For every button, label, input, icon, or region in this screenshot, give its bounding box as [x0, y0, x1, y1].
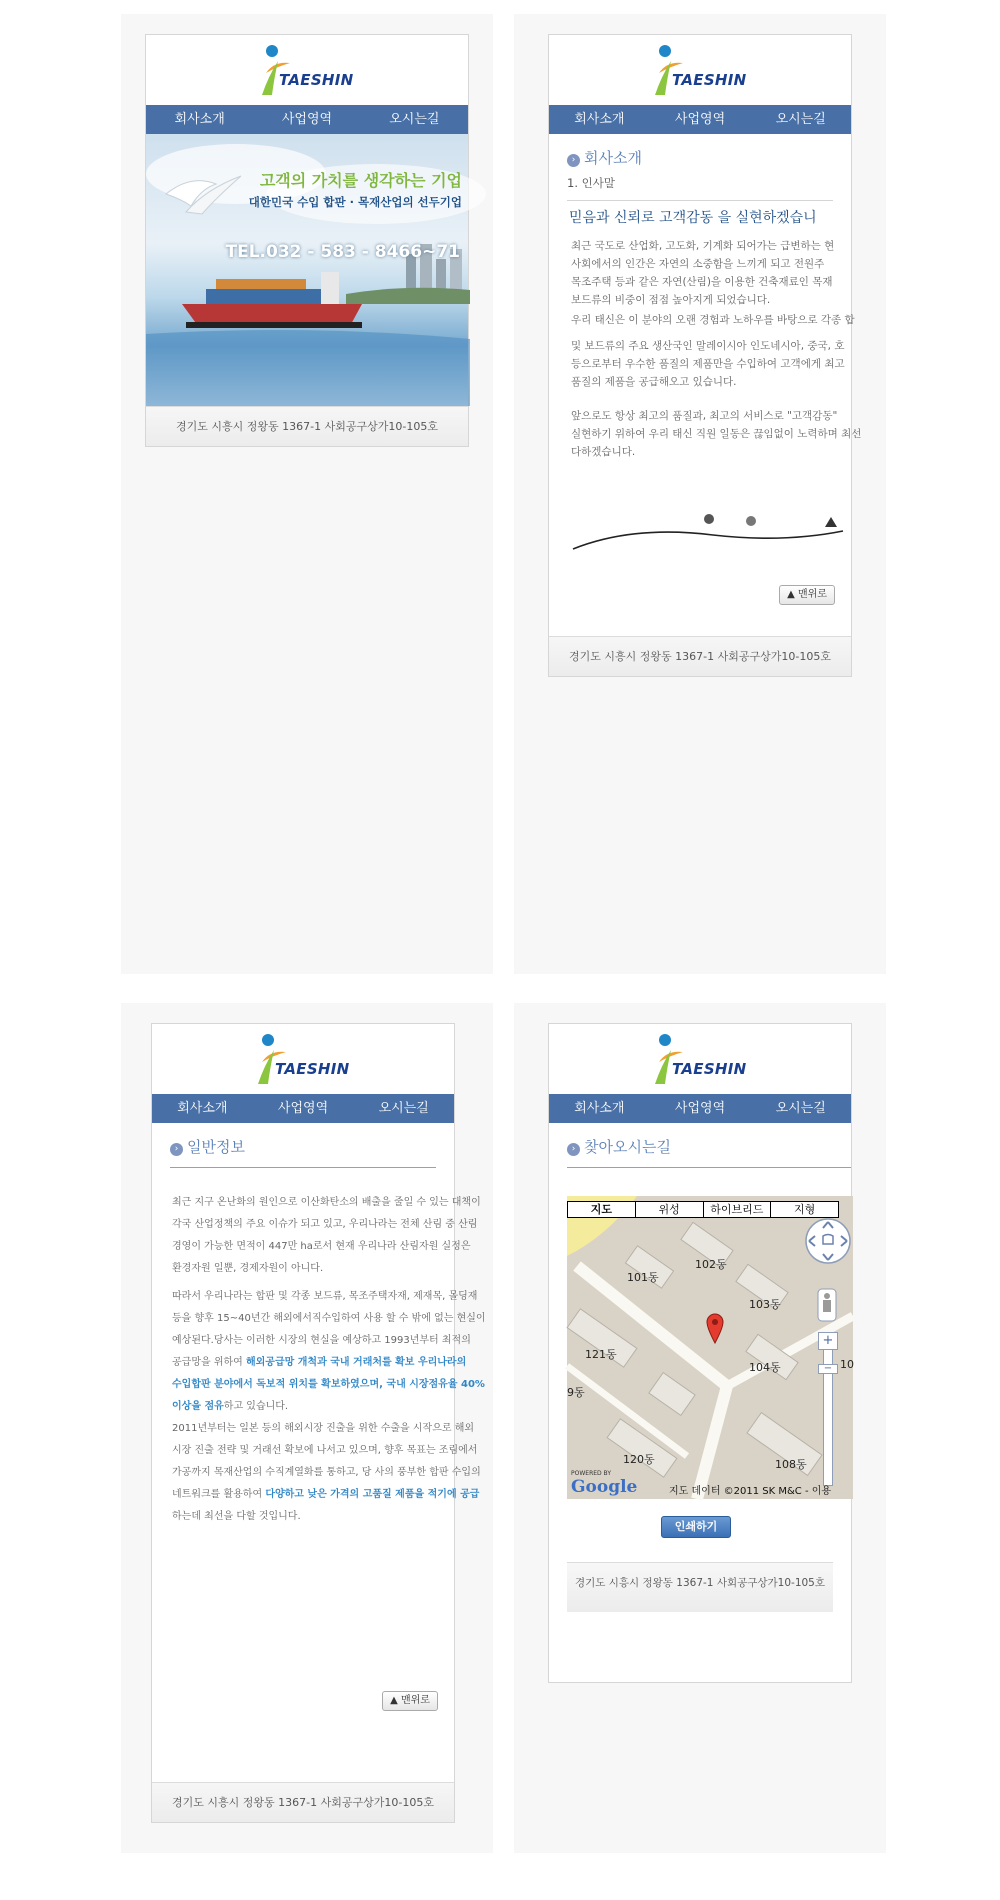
body-text: 최근 지구 온난화의 원인으로 이산화탄소의 배출을 줄일 수 있는 대책이 [172, 1197, 481, 1208]
print-button-label: 인쇄하기 [674, 1520, 718, 1533]
nav-about[interactable]: 회사소개 [177, 1101, 228, 1116]
logo[interactable] [152, 1024, 454, 1094]
panel-map [514, 1003, 886, 1853]
info-paragraph-line [172, 1440, 478, 1462]
body-text: 경영이 가능한 면적이 447만 ha로서 현재 우리나라 산림자원 실정은 [172, 1241, 471, 1252]
footer-address: 경기도 시흥시 정왕동 1367-1 사회공구상가10-105호 [152, 1782, 454, 1822]
bullet-icon: › [567, 154, 580, 167]
google-map[interactable] [567, 1196, 853, 1499]
subheading-divider [567, 200, 833, 201]
body-text: 등을 향후 15~40년간 해외에서직수입하여 사용 할 수 밖에 없는 현실이 [172, 1313, 486, 1324]
section-title [567, 147, 642, 168]
landscape-illustration [573, 511, 843, 551]
map-type-bar [567, 1201, 839, 1218]
map-address-box [567, 1562, 833, 1612]
section-title [170, 1136, 245, 1157]
nav-business[interactable]: 사업영역 [674, 1101, 726, 1116]
about-paragraph-line: 및 보드류의 주요 생산국인 말레이시아 인도네시아, 중국, 호 [571, 340, 845, 352]
nav-directions[interactable]: 오시는길 [775, 112, 826, 127]
panel-info [121, 1003, 493, 1853]
nav-directions[interactable]: 오시는길 [775, 1101, 826, 1116]
info-paragraph-line [172, 1462, 481, 1484]
phone-info [151, 1023, 486, 1823]
map-label: 103동 [749, 1298, 781, 1311]
info-paragraph-line [172, 1418, 475, 1440]
body-text: 2011년부터는 일본 등의 해외시장 진출을 위한 수출을 시작으로 해외 [172, 1423, 475, 1434]
arrow-up-icon: ▲ [390, 1695, 398, 1706]
powered-by-label: POWERED BY [571, 1470, 612, 1477]
map-attribution: 지도 데이터 ©2011 SK M&C - 이용 [669, 1486, 832, 1497]
hero-subtagline: 대한민국 수입 합판 · 목재산업의 선두기업 [248, 195, 462, 209]
google-logo: Google [571, 1477, 638, 1497]
info-paragraph-line [172, 1374, 485, 1396]
info-paragraph-line [172, 1396, 442, 1418]
zoom-in-button[interactable]: + [818, 1332, 838, 1350]
street-view-pegman-icon[interactable] [817, 1288, 837, 1322]
nav-business[interactable]: 사업영역 [281, 112, 333, 127]
logo-text: TAESHIN [672, 71, 747, 89]
about-paragraph-line: 목조주택 등과 같은 자연(산림)을 이용한 건축재료인 목재 [571, 276, 833, 288]
map-label: 121동 [585, 1348, 617, 1361]
section-divider [567, 1167, 851, 1168]
back-to-top-label: 맨위로 [400, 1695, 430, 1706]
about-paragraph-line: 보드류의 비중이 점점 높아지게 되었습니다. [571, 294, 771, 306]
body-text: 시장 진출 전략 및 거래선 확보에 나서고 있으며, 향후 목표는 조림에서 [172, 1445, 478, 1456]
map-tab-hybrid[interactable]: 하이브리드 [704, 1201, 772, 1218]
phone-home [145, 34, 469, 447]
section-divider [170, 1167, 436, 1168]
map-label: 102동 [695, 1258, 727, 1271]
info-paragraph-line [172, 1330, 471, 1352]
map-tab-satellite[interactable]: 위성 [636, 1201, 704, 1218]
logo-text: TAESHIN [275, 1060, 350, 1078]
body-text: 예상된다.당사는 이러한 시장의 현실을 예상하고 1993년부터 최적의 [172, 1335, 471, 1346]
about-paragraph-line: 사회에서의 인간은 자연의 소중함을 느끼게 되고 전원주 [571, 258, 825, 270]
hero-telephone: TEL.032 - 583 - 8466~71 [225, 242, 460, 262]
back-to-top-label: 맨위로 [797, 589, 827, 600]
nav-about[interactable]: 회사소개 [574, 112, 625, 127]
nav-business[interactable]: 사업영역 [674, 112, 726, 127]
highlighted-text: 이상을 점유 [172, 1401, 224, 1412]
body-text: 하고 있습니다. [223, 1401, 289, 1412]
hero-banner [146, 134, 468, 406]
zoom-slider[interactable] [823, 1336, 833, 1486]
map-label: 104동 [749, 1361, 781, 1374]
bullet-icon: › [567, 1143, 580, 1156]
map-address-text: 경기도 시흥시 정왕동 1367-1 사회공구상가10-105호 [574, 1577, 826, 1589]
info-paragraph-line [172, 1286, 478, 1308]
about-paragraph-line: 우리 태신은 이 분야의 오랜 경험과 노하우를 바탕으로 각종 합 [571, 314, 855, 326]
logo[interactable] [549, 35, 851, 105]
arrow-up-icon: ▲ [787, 589, 795, 600]
body-text: 각국 산업정책의 주요 이슈가 되고 있고, 우리나라는 전체 산림 중 산림 [172, 1219, 478, 1230]
zoom-handle[interactable]: − [818, 1364, 838, 1374]
info-paragraph-line [172, 1192, 481, 1214]
main-nav [152, 1094, 454, 1123]
info-paragraph-line [172, 1352, 467, 1374]
section-title-text: 일반정보 [187, 1138, 245, 1156]
map-tab-map[interactable]: 지도 [567, 1201, 636, 1218]
section-title-text: 회사소개 [584, 149, 642, 167]
panel-home [121, 14, 493, 974]
nav-about[interactable]: 회사소개 [174, 112, 225, 127]
section-title-text: 찾아오시는길 [584, 1138, 671, 1156]
about-paragraph-line: 등으로부터 우수한 품질의 제품만을 수입하여 고객에게 최고 [571, 358, 845, 370]
map-label: 10 [840, 1358, 854, 1371]
panel-about [514, 14, 886, 974]
map-tab-terrain[interactable]: 지형 [771, 1201, 839, 1218]
hero-tagline: 고객의 가치를 생각하는 기업 [259, 171, 462, 190]
print-button[interactable] [661, 1516, 731, 1538]
map-pan-control-icon[interactable] [803, 1216, 853, 1266]
main-nav [146, 105, 468, 134]
about-paragraph-line: 다하겠습니다. [571, 446, 636, 458]
back-to-top-button[interactable] [382, 1691, 438, 1711]
logo-text: TAESHIN [279, 71, 354, 89]
bullet-icon: › [170, 1143, 183, 1156]
nav-about[interactable]: 회사소개 [574, 1101, 625, 1116]
nav-directions[interactable]: 오시는길 [389, 112, 440, 127]
logo-text: TAESHIN [672, 1060, 747, 1078]
main-nav [549, 1094, 851, 1123]
info-paragraph-line [172, 1236, 471, 1258]
about-paragraph-line: 품질의 제품을 공급해오고 있습니다. [571, 376, 737, 388]
highlighted-text: 해외공급망 개척과 국내 거래처를 확보 우리나라의 [245, 1357, 467, 1368]
body-text: 공급망을 위하여 [172, 1357, 246, 1368]
phone-about [548, 34, 862, 677]
info-paragraph-line [172, 1506, 442, 1528]
back-to-top-button[interactable] [779, 585, 835, 605]
main-nav [549, 105, 851, 134]
logo[interactable] [146, 35, 468, 105]
info-paragraph-line [172, 1484, 480, 1506]
info-paragraph-line [172, 1258, 442, 1280]
about-paragraph-line: 실현하기 위하여 우리 태신 직원 일동은 끊임없이 노력하며 최선 [571, 428, 862, 440]
about-paragraph-line: 앞으로도 항상 최고의 품질과, 최고의 서비스로 "고객감동" [571, 410, 838, 422]
footer-address: 경기도 시흥시 정왕동 1367-1 사회공구상가10-105호 [146, 406, 468, 446]
subheading: 1. 인사말 [567, 176, 615, 190]
highlighted-text: 수입합판 분야에서 독보적 위치를 확보하였으며, 국내 시장점유율 40% [172, 1379, 485, 1390]
highlighted-text: 다양하고 낮은 가격의 고품질 제품을 적기에 공급 [265, 1489, 480, 1500]
phone-map [548, 1023, 852, 1683]
logo[interactable] [549, 1024, 851, 1094]
map-marker-icon[interactable] [705, 1312, 725, 1344]
nav-business[interactable]: 사업영역 [277, 1101, 329, 1116]
about-paragraph-line: 최근 국도로 산업화, 고도화, 기계화 되어가는 급변하는 현 [571, 240, 835, 252]
section-title [567, 1136, 671, 1157]
map-label: 108동 [775, 1458, 807, 1471]
map-label: 9동 [567, 1386, 585, 1399]
body-text: 가공까지 목재산업의 수직계열화를 통하고, 당 사의 풍부한 합판 수입의 [172, 1467, 481, 1478]
body-text: 환경자원 일뿐, 경제자원이 아니다. [172, 1263, 324, 1274]
body-text: 따라서 우리나라는 합판 및 각종 보드류, 목조주택자재, 제재목, 몰딩재 [172, 1291, 478, 1302]
info-paragraph-line [172, 1308, 486, 1330]
info-paragraph-line [172, 1214, 478, 1236]
map-label: 101동 [627, 1271, 659, 1284]
nav-directions[interactable]: 오시는길 [378, 1101, 429, 1116]
body-text: 네트워크를 활용하여 [172, 1489, 266, 1500]
map-label: 120동 [623, 1453, 655, 1466]
headline: 믿음과 신뢰로 고객감동 을 실현하겠습니 [569, 210, 817, 226]
footer-address: 경기도 시흥시 정왕동 1367-1 사회공구상가10-105호 [549, 636, 851, 676]
body-text: 하는데 최선을 다할 것입니다. [172, 1511, 301, 1522]
